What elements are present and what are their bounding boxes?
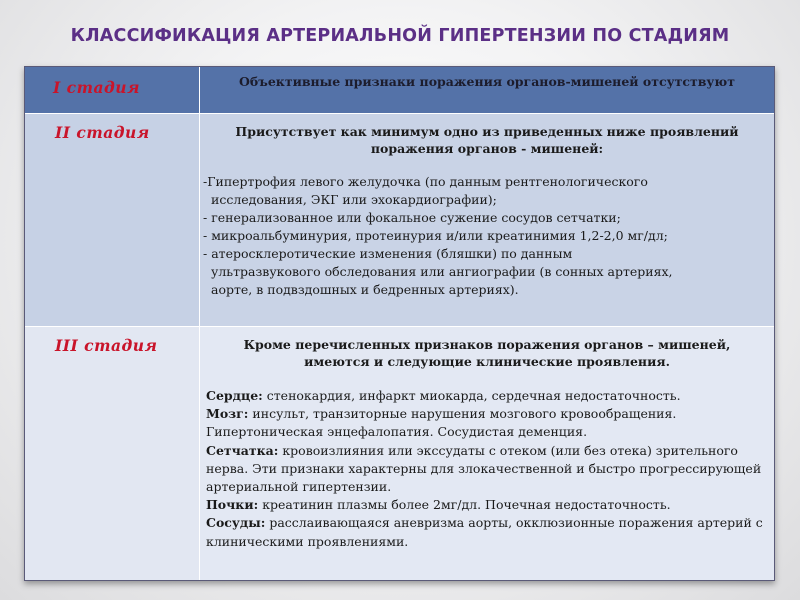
organ-label: Сердце: [206,388,263,403]
list-item: ультразвукового обследования или ангиографии (в сонных артериях, [211,264,673,279]
stage-3-row [25,327,774,580]
organ-item-kidneys [206,496,764,514]
list-item: - генерализованное или фокальное сужение сосудов сетчатки; [203,210,621,225]
stage-2-label: II стадия [55,123,150,142]
stage-1-label-cell [25,67,200,113]
stage-2-label-cell [25,114,200,326]
organ-text: стенокардия, инфаркт миокарда, сердечная недостаточность. [262,388,681,403]
list-item: - атеросклеротические изменения (бляшки) по данным [203,246,573,261]
stage-2-row [25,114,774,327]
stage-1-label: I стадия [53,78,140,97]
stage-1-row [25,67,774,114]
organ-item-retina [206,442,764,497]
list-item: -Гипертрофия левого желудочка (по данным рентгенологического [203,174,648,189]
organ-text: кровоизлияния или экссудаты с отеком (или без отека) зрительного нерва. Эти признаки характерны для злокачественной и быстро прогрессирующей артериальной гипертензии. [206,442,762,495]
stage-1-header: Объективные признаки поражения органов-мишеней отсутствуют [239,74,735,89]
stages-table [24,66,775,581]
stage-2-header: Присутствует как минимум одно из приведенных ниже проявлений поражения органов - мишеней: [235,124,739,156]
organ-item-vessels [206,514,764,550]
stage-1-description-cell [200,67,774,113]
list-item: аорте, в подвздошных и бедренных артериях). [211,282,519,297]
stage-3-label-cell [25,327,200,580]
stage-2-criteria-list [200,157,774,299]
stage-2-description-cell [200,114,774,326]
stage-3-description-cell [200,327,774,580]
organ-label: Мозг: [206,406,249,422]
organ-text: расслаивающаяся аневризма аорты, окклюзионные поражения артерий с клиническими проявлениями. [206,515,763,549]
stage-3-header: Кроме перечисленных признаков поражения органов – мишеней, имеются и следующие клинические проявления. [243,337,731,369]
organ-item-heart [206,387,764,405]
organ-label: Сосуды: [206,515,266,531]
organ-label: Почки: [206,497,259,513]
organ-text: инсульт, транзиторные нарушения мозгового кровообращения. Гипертоническая энцефалопатия. Сосудистая деменция. [206,406,677,440]
stage-3-label: III стадия [55,336,158,355]
organ-label: Сетчатка: [206,442,279,458]
list-item: - микроальбуминурия, протеинурия и/или креатинимия 1,2-2,0 мг/дл; [203,228,668,243]
list-item: исследования, ЭКГ или эхокардиографии); [211,192,497,207]
organ-item-brain [206,405,764,441]
stage-3-organ-list [200,370,774,551]
slide-title: КЛАССИФИКАЦИЯ АРТЕРИАЛЬНОЙ ГИПЕРТЕНЗИИ ПО СТАДИЯМ [70,26,730,46]
organ-text: креатинин плазмы более 2мг/дл. Почечная недостаточность. [258,497,671,513]
